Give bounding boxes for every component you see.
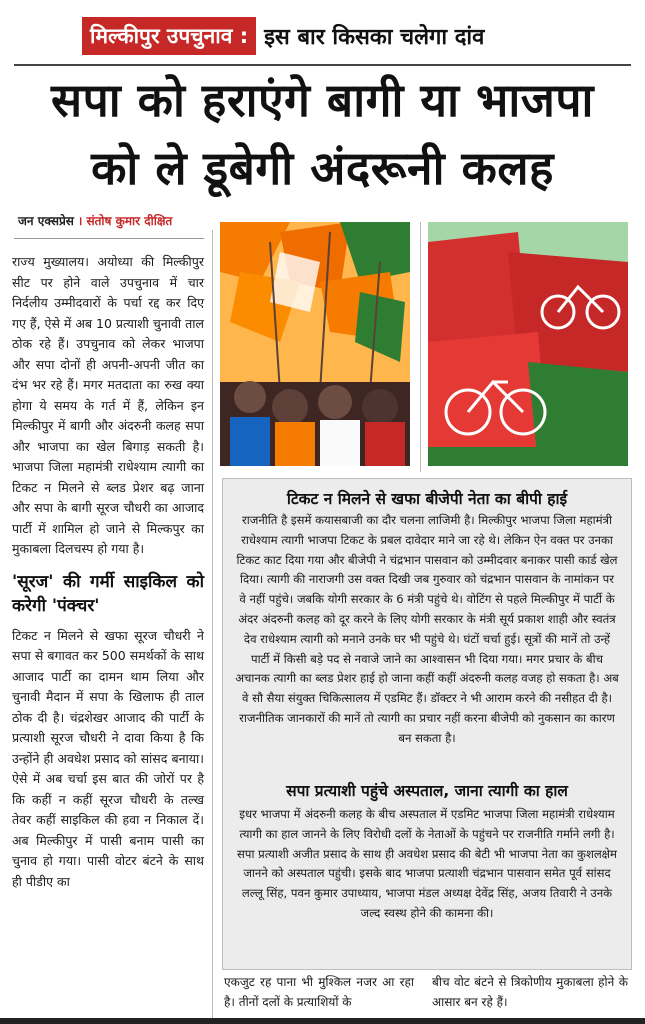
top-rule	[14, 64, 631, 66]
left-subhead: 'सूरज' की गर्मी साइकिल को करेगी 'पंक्चर'	[12, 571, 204, 616]
bjp-rally-illustration	[220, 222, 410, 466]
bottom-rule	[0, 1018, 645, 1024]
sidebar-box	[222, 478, 632, 970]
box-title-1: टिकट न मिलने से खफा बीजेपी नेता का बीपी हाई	[286, 490, 568, 508]
left-column	[12, 252, 204, 892]
byline-author: संतोष कुमार दीक्षित	[86, 214, 173, 228]
sp-cycle-flags-photo	[428, 222, 628, 466]
left-para-1: राज्य मुख्यालय। अयोध्या की मिल्कीपुर सीट पर होने वाले उपचुनाव में चार निर्दलीय उम्मीदवारों के पर्चा रद्द कर दिए गए हैं, ऐसे में अब 10 प्रत्याशी चुनावी ताल ठोक रहे हैं। उपचुनाव को लेकर भाजपा और सपा दोनों ही अपनी-अपनी जीत का दंभ भर रहे हैं। मगर मतदाता का रुख क्या होगा ये समय के गर्त में हैं, लेकिन इन मिल्कीपुर में बागी और अंदरुनी कलह सपा और भाजपा का खेल बिगाड़ सकती है। भाजपा जिला महामंत्री राधेश्याम त्यागी का टिकट न मिलने से ब्लड प्रेशर बढ़ जाना और सपा के बागी सूरज चौधरी का आजाद पार्टी में शामिल हो जाने से मिल्कपुर का मुकाबला दिलचस्प हो गया है।	[12, 254, 204, 556]
kicker-label: मिल्कीपुर उपचुनाव :	[82, 17, 256, 55]
box-text-2: इधर भाजपा में अंदरुनी कलह के बीच अस्पताल में एडमिट भाजपा जिला महामंत्री राधेश्याम त्यागी का हाल जानने के लिए विरोधी दलों के नेताओं के पहुंचने पर राजनीति गर्माने लगी है। सपा प्रत्याशी अजीत प्रसाद के साथ ही अवधेश प्रसाद की बेटी भी भाजपा नेता का कुशलक्षेम जानने को अस्पताल पहुंची। इसके बाद भाजपा प्रत्याशी चंद्रभान पासवान समेत पूर्व सांसद लल्लू सिंह, पवन कुमार उपाध्याय, भाजपा मंडल अध्यक्ष देवेंद्र सिंह, अजय तिवारी ने उनके जल्द स्वस्थ होने की कामना की।	[237, 807, 617, 920]
photo-divider	[420, 222, 421, 472]
byline-separator: ।	[77, 214, 83, 228]
column-divider-1	[212, 230, 213, 1020]
headline-line-2: को ले डूबेगी अंदरूनी कलह	[91, 141, 554, 195]
byline-source: जन एक्सप्रेस	[18, 214, 74, 228]
headline-line-1: सपा को हराएंगे बागी या भाजपा	[51, 73, 594, 127]
bottom-middle-text: एकजुट रह पाना भी मुश्किल नजर आ रहा है। तीनों दलों के प्रत्याशियों के	[224, 975, 414, 1009]
kicker	[82, 16, 484, 56]
sp-flags-illustration	[428, 222, 628, 466]
byline-divider	[14, 238, 204, 239]
box-title-2: सपा प्रत्याशी पहुंचे अस्पताल, जाना त्यागी का हाल	[286, 782, 568, 800]
byline	[18, 212, 172, 229]
kicker-text: इस बार किसका चलेगा दांव	[264, 25, 485, 50]
bottom-right-text: बीच वोट बंटने से त्रिकोणीय मुकाबला होने के आसार बन रहे हैं।	[432, 975, 628, 1009]
box-text-1: राजनीति है इसमें कयासबाजी का दौर चलना लाजिमी है। मिल्कीपुर भाजपा जिला महामंत्री राधेश्याम त्यागी भाजपा टिकट के प्रबल दावेदार माने जा रहे थे। लेकिन ऐन वक्त पर उनका टिकट काट दिया गया और बीजेपी ने चंद्रभान पासवान को उम्मीदवार बनाकर पासी कार्ड खेल दिया। त्यागी की नाराजगी उस वक्त दिखी जब गुरुवार को चंद्रभान पासवान के नामांकन पर वे नहीं पहुंचे। जबकि योगी सरकार के 6 मंत्री पहुंचे थे। वोटिंग से पहले मिल्कीपुर में पार्टी के अंदर अंदरुनी कलह को दूर करने के लिए योगी सरकार के मंत्री सूर्य प्रकाश शाही और स्वतंत्र देव राधेश्याम त्यागी को मनाने उनके घर भी पहुंचे थे। घंटों चर्चा हुई। सूत्रों की मानें तो उन्हें पार्टी में किसी बड़े पद से नवाजे जाने का आश्वासन भी दिया गया। मगर प्रचार के बीच अचानक त्यागी का ब्लड प्रेशर हाई हो जाना कहीं कहीं अंदरुनी कलह वजह हो सकता है। अब वे सौ सैया संयुक्त चिकित्सालय में एडमिट हैं। डॉक्टर ने भी आराम करने की नसीहत दी है। राजनीतिक जानकारों की मानें तो त्यागी का प्रचार नहीं करना बीजेपी को नुकसान का कारण बन सकता है।	[235, 513, 619, 745]
bjp-rally-photo	[220, 222, 410, 466]
left-para-2: टिकट न मिलने से खफा सूरज चौधरी ने सपा से बगावत कर 500 समर्थकों के साथ आजाद पार्टी का दामन थाम लिया और चुनावी मैदान में सपा के खिलाफ ही ताल ठोक दी है। चंद्रशेखर आजाद की पार्टी के प्रत्याशी सूरज चौधरी ने दावा किया है कि उन्होंने ही अवधेश प्रसाद को सांसद बनाया। ऐसे में अब चर्चा इस बात की जोरों पर है कि कहीं न कहीं सूरज चौधरी के तल्ख तेवर कहीं साइकिल की हवा न निकाल दें। अब मिल्कीपुर में पासी बनाम पासी का चुनाव हो गया। पासी वोटर बंटने के साथ ही पीडीए का	[12, 627, 204, 889]
